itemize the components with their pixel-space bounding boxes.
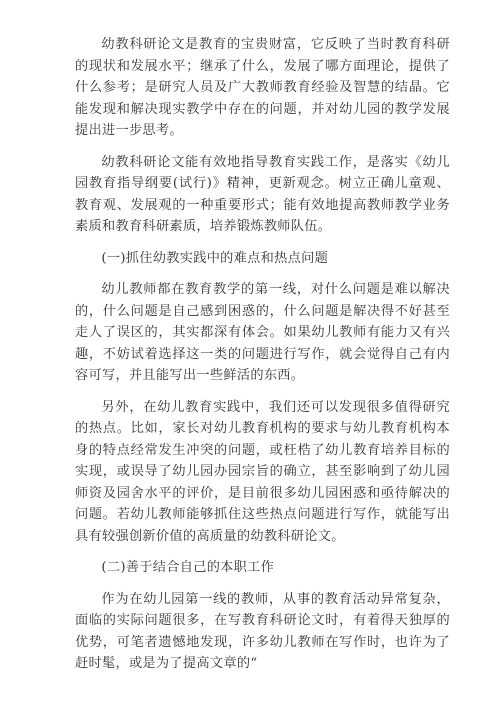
paragraph-intro-2: 幼教科研论文能有效地指导教育实践工作，是落实《幼儿园教育指导纲要(试行)》精神，更新观念。树立正确儿童观、教育观、发展观的一种重要形式；能有效地提高教师教学业务素质和教育科研素质，培养锻炼教师队伍。	[75, 154, 450, 234]
paragraph-section1-2: 另外，在幼儿教育实践中，我们还可以发现很多值得研究的热点。比如，家长对幼儿教育机构的要求与幼儿教育机构本身的特点经常发生冲突的问题，或枉梏了幼儿教育培养目标的实现，或误导了幼儿园办园宗旨的确立，甚至影响到了幼儿园师资及园舍水平的评价，是目前很多幼儿园困惑和亟待解决的问题。若幼儿教师能够抓住这些热点问题进行写作，就能写出具有较强创新价值的高质量的幼教科研论文。	[75, 399, 450, 544]
paragraph-intro-1: 幼教科研论文是教育的宝贵财富，它反映了当时教育科研的现状和发展水平；继承了什么，发展了哪方面理论，提供了什么参考；是研究人员及广大教师教育经验及智慧的结晶。它能发现和解决现实教学中存在的问题，并对幼儿园的教学发展提出进一步思考。	[75, 37, 450, 138]
paragraph-section1-1: 幼儿教师都在教育教学的第一线，对什么问题是难以解决的，什么问题是自己感到困惑的，什么问题是解决得不好甚至走人了误区的，其实都深有体会。如果幼儿教师有能力又有兴趣，不妨试着选择这一类的问题进行写作，就会觉得自己有内容可写，并且能写出一些鲜活的东西。	[75, 282, 450, 383]
paragraph-section2-1: 作为在幼儿园第一线的教师，从事的教育活动异常复杂，面临的实际问题很多，在写教育科研论文时，有着得天独厚的优势，可笔者遗憾地发现，许多幼儿教师在写作时，也许为了赶时髦，或是为了提高文章的“	[75, 591, 450, 671]
section-heading-1: (一)抓住幼教实践中的难点和热点问题	[101, 250, 329, 266]
document-body	[75, 34, 450, 685]
section-heading-2: (二)善于结合自己的本职工作	[101, 560, 275, 575]
